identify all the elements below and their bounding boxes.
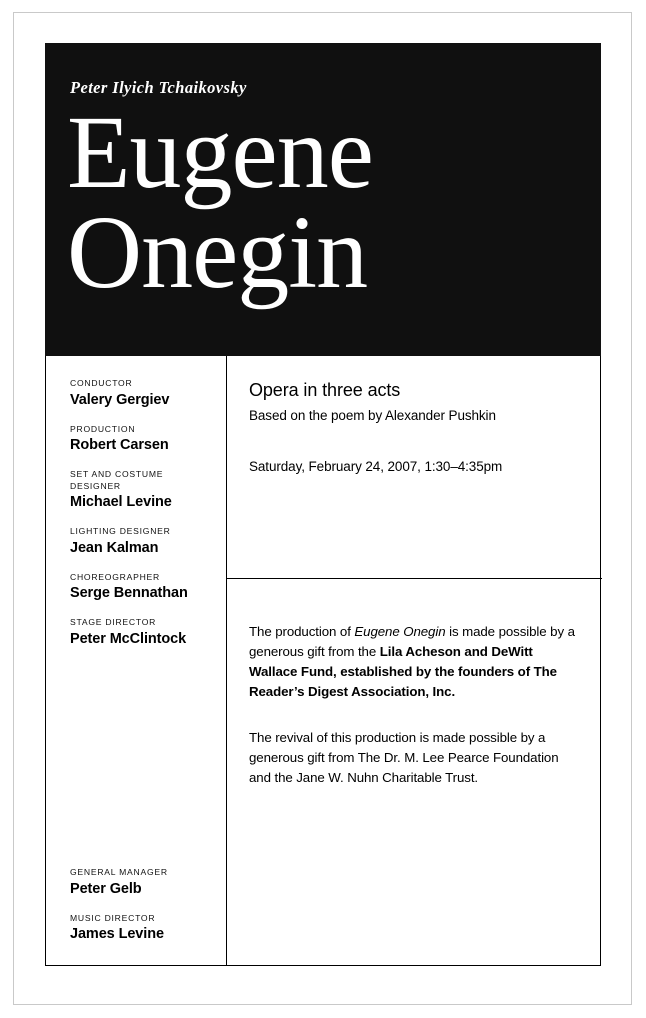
production-note-text-2: is made possible by a generous gift from the [249, 624, 575, 659]
credit-role: CONDUCTOR [70, 378, 133, 388]
playbill [45, 43, 601, 966]
credit-item [70, 424, 210, 455]
revival-note: The revival of this production is made possible by a generous gift from The Dr. M. Lee Pearce Foundation and the Jane W. Nuhn Charitable Trust. [249, 730, 559, 785]
sponsorship-box [227, 580, 602, 965]
management-credits [70, 867, 210, 943]
composer-name: Peter Ilyich Tchaikovsky [70, 78, 247, 97]
title-banner [45, 43, 601, 356]
opera-title-display [67, 95, 587, 310]
credit-person: James Levine [70, 926, 164, 942]
title-line-2: Onegin [67, 195, 368, 310]
credits-column [46, 356, 227, 965]
credit-role: GENERAL MANAGER [70, 867, 168, 877]
credit-item [70, 469, 210, 511]
credit-person: Valery Gergiev [70, 391, 170, 408]
credit-role: LIGHTING DESIGNER [70, 526, 171, 536]
title-line-1: Eugene [67, 95, 373, 210]
credit-item [70, 526, 210, 557]
credit-person: Serge Bennathan [70, 585, 188, 601]
credit-role: PRODUCTION [70, 423, 136, 434]
production-note-donor: Lila Acheson and DeWitt Wallace Fund, established by the founders of The Reader’s Digest Association, Inc. [249, 644, 557, 699]
details-grid [45, 356, 601, 966]
credit-role: SET AND COSTUME DESIGNER [70, 469, 164, 491]
credit-person: Peter McClintock [70, 630, 187, 647]
opera-source-label: Based on the poem by Alexander Pushkin [249, 408, 496, 423]
credit-item [70, 378, 210, 409]
credit-person: Robert Carsen [70, 437, 169, 453]
credit-role: CHOREOGRAPHER [70, 571, 160, 582]
production-note-opera-title: Eugene Onegin [354, 624, 446, 639]
production-note-text-1: The production of [249, 624, 355, 639]
opera-form-label: Opera in three acts [249, 380, 401, 400]
production-note [249, 622, 580, 702]
credit-person: Peter Gelb [70, 880, 142, 897]
credit-item [70, 617, 210, 648]
performance-datetime: Saturday, February 24, 2007, 1:30–4:35pm [249, 459, 503, 474]
credit-role: MUSIC DIRECTOR [70, 912, 156, 923]
credit-person: Jean Kalman [70, 539, 159, 556]
credit-role: STAGE DIRECTOR [70, 617, 157, 627]
credit-item [70, 572, 210, 603]
performance-info-box [227, 356, 602, 579]
credit-item [70, 867, 210, 898]
credit-person: Michael Levine [70, 494, 172, 510]
credit-item [70, 913, 210, 944]
